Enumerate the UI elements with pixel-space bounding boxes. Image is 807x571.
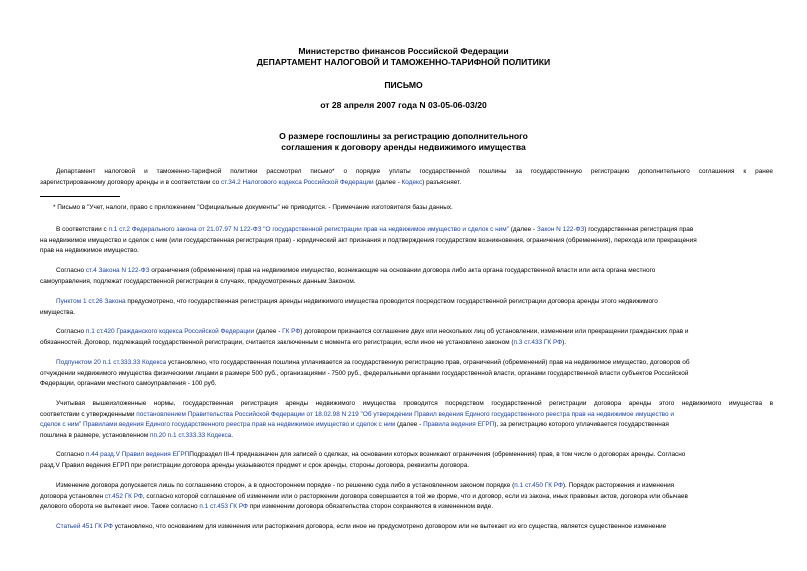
paragraph-1-line-2: зарегистрированному договору аренды и в соответствии со ст.34.2 Налогового кодекса Российской Федерации (далее - Кодекс) разъясняет. [40,178,462,186]
paragraph-10-line-1: Статьей 451 ГК РФ установлено, что основанием для изменения или расторжения договора, если иное не предусмотрено договором или не вытекает из его существа, является существенное изменение [56,523,667,530]
paragraph-8-line-1: Согласно п.44 разд.V Правил ведения ЕГРППодраздел III-4 предназначен для записей о сделках, на основании которых возникают ограничения (обременения) прав, в том числе о договорах аренды. Согласно [56,451,686,458]
paragraph-2-line-2: на недвижимое имущество и сделок с ним (или государственная регистрация прав) - юридический акт признания и подтверждения государством возникновения, ограничения (обременения), перехода или прекращения [40,236,697,244]
link-egrp-rules-short[interactable]: Правила ведения ЕГРП [423,421,495,428]
paragraph-6 [40,358,773,390]
link-civil-code-art-452[interactable]: ст.452 ГК РФ [104,492,143,500]
paragraph-8-line-2: разд.V Правил ведения ЕГРП при регистрации договора аренды указываются предмет и срок аренды, стороны договора, реквизиты договора. [40,461,470,469]
link-tax-code-pp20[interactable]: пп.20 п.1 ст.333.33 Кодекса [149,431,232,439]
link-law-122[interactable]: Закон N 122-ФЗ [536,226,585,233]
subject-line-2: соглашения к договору аренды недвижимого имущества [281,142,526,152]
paragraph-6-line-1: Подпунктом 20 п.1 ст.333.33 Кодекса установлено, что государственная пошлина уплачивается за государственную регистрацию прав, ограничений (обременений) прав на недвижимое имущество, договоров об [56,359,690,366]
link-federal-law-122[interactable]: п.1 ст.2 Федерального закона от 21.07.97 N 122-ФЗ "О государственной регистрации прав на недвижимое имущество и сделок с ним" [108,226,509,233]
paragraph-2 [40,225,773,257]
paragraph-3-line-2: самоуправления, подлежат государственной регистрации в случаях, предусмотренных данным Законом. [40,277,356,285]
link-code[interactable]: Кодекс [401,178,423,186]
paragraph-8 [40,450,773,471]
link-egrp-p44[interactable]: п.44 разд.V Правил ведения ЕГРП [85,451,190,458]
footnote [40,203,773,214]
paragraph-7-line-2: соответствии с утвержденными постановлением Правительства Российской Федерации от 18.02.98 N 219 "Об утверждении Правил ведения Единого государственного реестра прав на недвижимое имущество и [40,410,674,418]
paragraph-6-line-2: отчуждении недвижимого имущества физическими лицами в размере 500 руб., организациями - 7500 руб., федеральными органами государственной власти, органами государственной власти субъектов Российской [40,369,689,377]
link-egrp-rules[interactable]: сделок с ним" Правилами ведения Единого государственного реестра прав на недвижимое имущество и сделок с ним [40,421,396,428]
paragraph-5 [40,327,773,348]
paragraph-1-line-1: Департамент налоговой и таможенно-тарифной политики рассмотрел письмо* о порядке уплаты государственной пошлины за государственную регистрацию дополнительного соглашения к ранее [56,168,773,175]
link-tax-code-333-33[interactable]: Подпунктом 20 п.1 ст.333.33 Кодекса [56,359,167,366]
paragraph-2-line-1: В соответствии с п.1 ст.2 Федерального закона от 21.07.97 N 122-ФЗ "О государственной регистрации прав на недвижимое имущество и сделок с ним" (далее - Закон N 122-ФЗ) государственная регистрация прав [56,226,694,233]
paragraph-7-line-1: Учитывая вышеизложенные нормы, государственная регистрация аренды недвижимого имущества проводится посредством государственной регистрации договора аренды этого недвижимого имущества в [56,400,773,407]
document-date-number: от 28 апреля 2007 года N 03-05-06-03/20 [320,100,487,110]
paragraph-3 [40,266,773,287]
paragraph-4-line-1: Пунктом 1 ст.26 Закона предусмотрено, что государственная регистрация аренды недвижимого имущества проводится посредством государственной регистрации договора аренды этого недвижимого [56,298,658,305]
document-type: ПИСЬМО [384,80,423,90]
link-civil-code-art-451[interactable]: Статьей 451 ГК РФ [56,523,113,530]
paragraph-5-line-2: обязанностей. Договор, подлежащий государственной регистрации, считается заключенным с момента его регистрации, если иное не установлено законом (п.3 ст.433 ГК РФ). [40,338,567,346]
paragraph-10 [40,522,773,533]
department-title: ДЕПАРТАМЕНТ НАЛОГОВОЙ И ТАМОЖЕННО-ТАРИФНОЙ ПОЛИТИКИ [256,57,551,67]
paragraph-4 [40,297,773,318]
paragraph-2-line-3: прав на недвижимое имущество. [40,247,139,254]
paragraph-1 [40,167,773,188]
link-art-26-law[interactable]: Пунктом 1 ст.26 Закона [56,298,126,305]
paragraph-3-line-1: Согласно ст.4 Закона N 122-ФЗ ограничения (обременения) прав на недвижимое имущество, возникающие на основании договора либо акта органа государственной власти или акта органа местного [56,267,656,274]
paragraph-4-line-2: имущества. [40,308,76,316]
link-civil-code-art-453[interactable]: п.1 ст.453 ГК РФ [199,503,248,510]
paragraph-7-line-4: пошлина в размере, установленном пп.20 п.1 ст.333.33 Кодекса. [40,431,234,439]
paragraph-5-line-1: Согласно п.1 ст.420 Гражданского кодекса Российской Федерации (далее - ГК РФ) договором признается соглашение двух или нескольких лиц об установлении, изменении или прекращении гражданских прав и [56,328,689,335]
link-tax-code-art-34-2[interactable]: ст.34.2 Налогового кодекса Российской Федерации [220,178,374,186]
link-civil-code[interactable]: ГК РФ [282,328,301,335]
paragraph-9-line-3: делового оборота не вытекает иное. Также согласно п.1 ст.453 ГК РФ при изменении договора обязательства сторон сохраняются в измененном виде. [40,503,494,510]
link-civil-code-art-433[interactable]: п.3 ст.433 ГК РФ [513,338,563,346]
ministry-title: Министерство финансов Российской Федерации [298,46,509,56]
link-art-4-law-122[interactable]: ст.4 Закона N 122-ФЗ [85,267,150,274]
footnote-text: * Письмо в "Учет, налоги, право с приложением "Официальные документы" не приводится. - Примечание изготовителя базы данных. [53,204,453,211]
paragraph-7 [40,399,773,441]
paragraph-7-line-3: сделок с ним" Правилами ведения Единого государственного реестра прав на недвижимое имущество и сделок с ним (далее - Правила ведения ЕГРП), за регистрацию которого уплачивается государственная [40,421,669,428]
paragraph-9-line-1: Изменение договора допускается лишь по соглашению сторон, а в одностороннем порядке - по решению суда либо в установленном законом порядке (п.1 ст.450 ГК РФ). Порядок расторжения и изменения [56,482,675,489]
link-civil-code-art-420[interactable]: п.1 ст.420 Гражданского кодекса Российской Федерации [85,328,255,335]
paragraph-6-line-3: Федерации, органами местного самоуправления - 100 руб. [40,380,217,387]
subject-line-1: О размере госпошлины за регистрацию дополнительного [279,131,528,141]
paragraph-9-line-2: договора установлен ст.452 ГК РФ, согласно которой соглашение об изменении или о расторжении договора совершается в той же форме, что и договор, если из закона, иных правовых актов, договора или обычаев [40,492,688,500]
paragraph-9 [40,481,773,513]
link-government-decree-219[interactable]: постановлением Правительства Российской Федерации от 18.02.98 N 219 "Об утверждении Правил ведения Единого государственного реестра прав на недвижимое имущество и [136,410,674,418]
footnote-separator [40,196,120,197]
link-civil-code-art-450[interactable]: п.1 ст.450 ГК РФ [514,482,563,489]
